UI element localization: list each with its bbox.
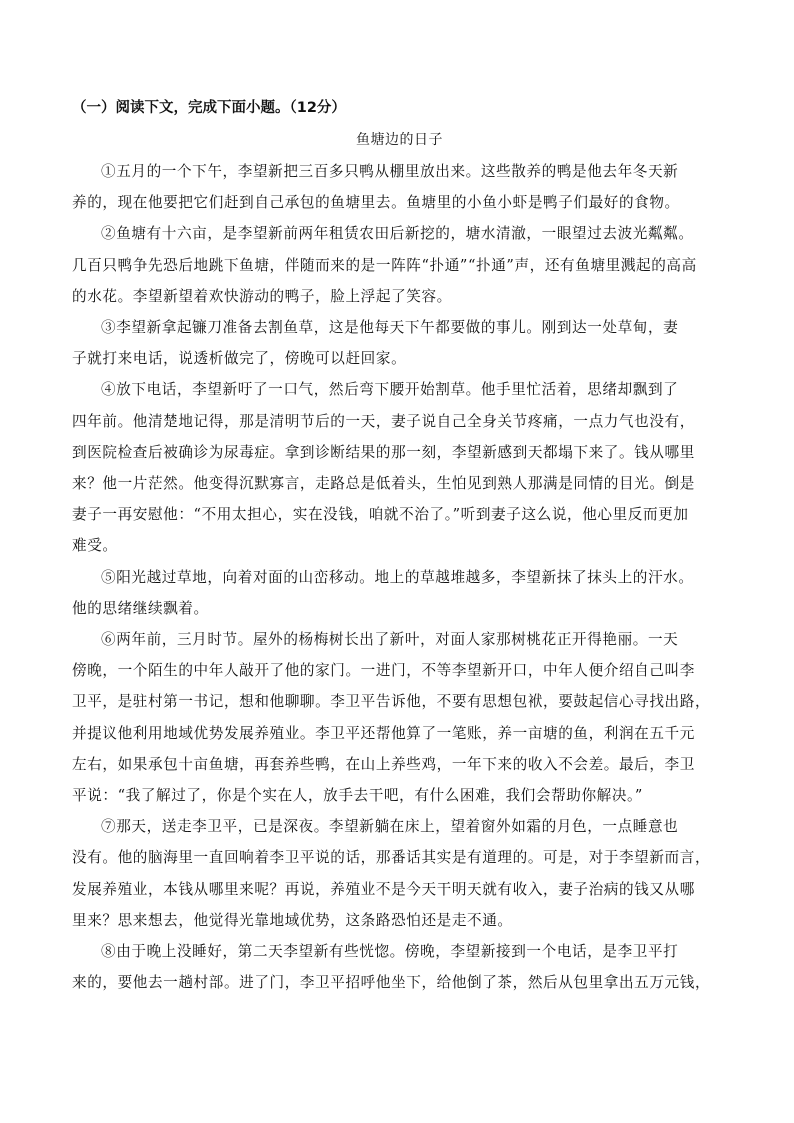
- paragraph-line: 发展养殖业，本钱从哪里来呢？再说，养殖业不是今天干明天就有收入，妻子治病的钱又从哪: [72, 880, 695, 898]
- paragraph-line: 难受。: [72, 537, 118, 555]
- paragraph-line: ⑤阳光越过草地，向着对面的山峦移动。地上的草越堆越多，李望新抹了抹头上的汗水。: [101, 568, 694, 586]
- paragraph-4: [72, 374, 727, 561]
- paragraph-line: 子就打来电话，说透析做完了，傍晚可以赶回家。: [72, 350, 407, 368]
- paragraph-line: 几百只鸭争先恐后地跳下鱼塘，伴随而来的是一阵阵“扑通”“扑通”声，还有鱼塘里溅起的高高: [72, 256, 697, 274]
- paragraph-line: 并提议他利用地域优势发展养殖业。李卫平还帮他算了一笔账，养一亩塘的鱼，利润在五千元: [72, 724, 695, 742]
- document-page: [72, 92, 727, 998]
- section-heading: （一）阅读下文，完成下面小题。（12分）: [72, 100, 346, 116]
- article-title: 鱼塘边的日子: [356, 132, 443, 148]
- paragraph-line: 养的，现在他要把它们赶到自己承包的鱼塘里去。鱼塘里的小鱼小虾是鸭子们最好的食物。: [72, 194, 680, 212]
- paragraph-3: [72, 312, 727, 374]
- paragraph-8: [72, 936, 727, 998]
- paragraph-line: 卫平，是驻村第一书记，想和他聊聊。李卫平告诉他，不要有思想包袱，要鼓起信心寻找出路，: [72, 693, 711, 711]
- paragraph-line: 来？他一片茫然。他变得沉默寡言，走路总是低着头，生怕见到熟人那满是同情的目光。倒是: [72, 475, 695, 493]
- paragraph-line: 来的，要他去一趟村部。进了门，李卫平招呼他坐下，给他倒了茶，然后从包里拿出五万元钱，: [72, 974, 711, 992]
- paragraph-line: 里来？思来想去，他觉得光靠地域优势，这条路恐怕还是走不通。: [72, 911, 513, 929]
- paragraph-line: 四年前。他清楚地记得，那是清明节后的一天，妻子说自己全身关节疼痛，一点力气也没有，: [72, 412, 695, 430]
- paragraph-line: 平说：“我了解过了，你是个实在人，放手去干吧，有什么困难，我们会帮助你解决。”: [72, 787, 643, 805]
- paragraph-line: ⑦那天，送走李卫平，已是深夜。李望新躺在床上，望着窗外如霜的月色，一点睡意也: [101, 818, 679, 836]
- paragraph-line: 傍晚，一个陌生的中年人敲开了他的家门。一进门，不等李望新开口，中年人便介绍自己叫李: [72, 662, 695, 680]
- paragraph-line: ①五月的一个下午，李望新把三百多只鸭从棚里放出来。这些散养的鸭是他去年冬天新: [101, 163, 679, 180]
- paragraph-5: [72, 562, 727, 624]
- paragraph-line: 没有。他的脑海里一直回响着李卫平说的话，那番话其实是有道理的。可是，对于李望新而言，: [72, 849, 711, 867]
- paragraph-line: 的水花。李望新望着欢快游动的鸭子，脸上浮起了笑容。: [72, 287, 452, 305]
- paragraph-line: 他的思绪继续飘着。: [72, 599, 209, 617]
- paragraph-line: 妻子一再安慰他：“不用太担心，实在没钱，咱就不治了。”听到妻子这么说，他心里反而更加: [72, 506, 689, 524]
- paragraph-6: [72, 624, 727, 811]
- article-body: [72, 156, 727, 998]
- paragraph-line: 到医院检查后被确诊为尿毒症。拿到诊断结果的那一刻，李望新感到天都塌下来了。钱从哪里: [72, 443, 695, 461]
- paragraph-line: ②鱼塘有十六亩，是李望新前两年租赁农田后新挖的，塘水清澈，一眼望过去波光粼粼。: [101, 225, 694, 243]
- paragraph-line: ③李望新拿起镰刀准备去割鱼草，这是他每天下午都要做的事儿。刚到达一处草甸，妻: [101, 319, 679, 337]
- paragraph-line: 左右，如果承包十亩鱼塘，再套养些鸭，在山上养些鸡，一年下来的收入不会差。最后，李卫: [72, 755, 695, 773]
- paragraph-1: [72, 156, 727, 218]
- paragraph-line: ⑥两年前，三月时节。屋外的杨梅树长出了新叶，对面人家那树桃花正开得艳丽。一天: [101, 631, 679, 649]
- paragraph-line: ④放下电话，李望新吁了一口气，然后弯下腰开始割草。他手里忙活着，思绪却飘到了: [101, 381, 679, 399]
- paragraph-line: ⑧由于晚上没睡好，第二天李望新有些恍惚。傍晚，李望新接到一个电话，是李卫平打: [101, 943, 679, 961]
- paragraph-7: [72, 811, 727, 936]
- paragraph-2: [72, 218, 727, 312]
